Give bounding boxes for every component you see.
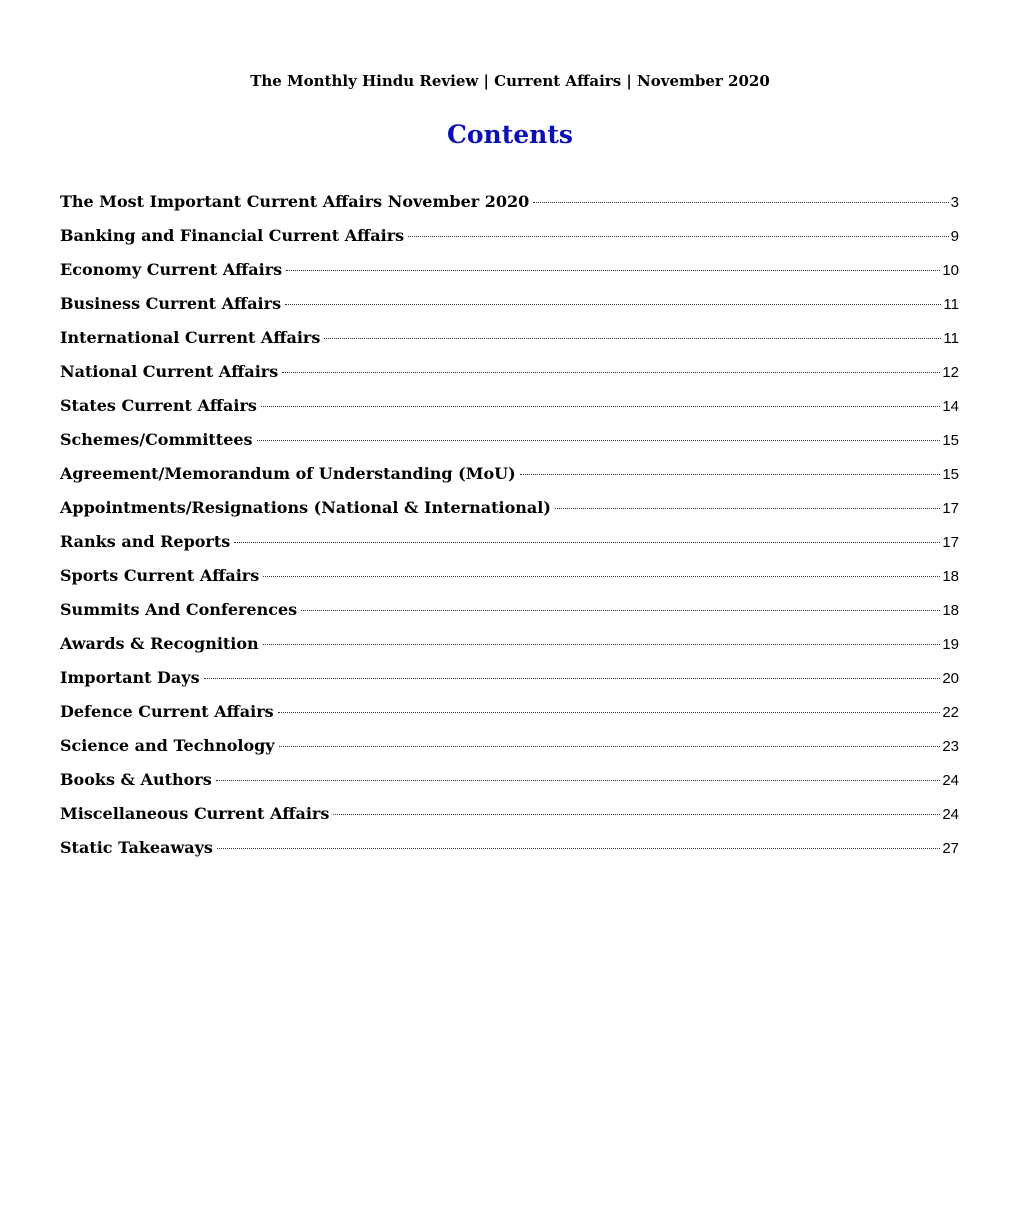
toc-dot-leader: [324, 338, 941, 339]
toc-dot-leader: [234, 542, 940, 543]
toc-dot-leader: [333, 814, 940, 815]
toc-entry-page: 17: [942, 534, 959, 551]
toc-entry-page: 3: [950, 194, 959, 211]
toc-entry-page: 18: [942, 568, 959, 585]
toc-entry[interactable]: [60, 226, 959, 260]
toc-entry-label: States Current Affairs: [60, 396, 257, 415]
toc-dot-leader: [286, 270, 940, 271]
toc-entry-page: 14: [942, 398, 959, 415]
toc-entry-label: Books & Authors: [60, 770, 212, 789]
toc-entry[interactable]: [60, 396, 959, 430]
toc-entry-page: 22: [942, 704, 959, 721]
toc-entry-label: National Current Affairs: [60, 362, 279, 381]
toc-entry[interactable]: [60, 328, 959, 362]
toc-dot-leader: [520, 474, 941, 475]
toc-entry[interactable]: [60, 294, 959, 328]
toc-entry-label: Economy Current Affairs: [60, 260, 283, 279]
toc-entry-page: 17: [942, 500, 959, 517]
toc-entry[interactable]: [60, 600, 959, 634]
toc-entry-page: 20: [942, 670, 959, 687]
toc-entry-label: Ranks and Reports: [60, 532, 231, 551]
toc-dot-leader: [285, 304, 941, 305]
toc-entry-page: 19: [942, 636, 959, 653]
toc-dot-leader: [217, 848, 940, 849]
toc-entry-label: Awards & Recognition: [60, 634, 259, 653]
toc-entry-label: Summits And Conferences: [60, 600, 298, 619]
toc-entry[interactable]: [60, 532, 959, 566]
toc-entry[interactable]: [60, 566, 959, 600]
toc-dot-leader: [261, 406, 940, 407]
toc-entry-label: Schemes/Committees: [60, 430, 253, 449]
toc-entry-page: 9: [950, 228, 959, 245]
toc-entry[interactable]: [60, 634, 959, 668]
toc-entry-page: 11: [943, 296, 959, 313]
toc-entry-page: 18: [942, 602, 959, 619]
contents-title: Contents: [446, 120, 573, 149]
toc-dot-leader: [555, 508, 940, 509]
toc-entry-label: Science and Technology: [60, 736, 275, 755]
toc-entry-label: Defence Current Affairs: [60, 702, 274, 721]
toc-entry[interactable]: [60, 838, 959, 872]
toc-entry-page: 27: [942, 840, 959, 857]
toc-dot-leader: [263, 644, 941, 645]
toc-dot-leader: [533, 202, 948, 203]
toc-entry-page: 12: [942, 364, 959, 381]
toc-entry[interactable]: [60, 736, 959, 770]
toc-dot-leader: [263, 576, 940, 577]
toc-entry-label: Agreement/Memorandum of Understanding (MoU): [60, 464, 516, 483]
toc-entry[interactable]: [60, 464, 959, 498]
toc-entry-label: Appointments/Resignations (National & International): [60, 498, 551, 517]
toc-dot-leader: [279, 746, 941, 747]
toc-dot-leader: [204, 678, 941, 679]
toc-entry[interactable]: [60, 430, 959, 464]
toc-entry-label: Static Takeaways: [60, 838, 213, 857]
toc-entry-label: Business Current Affairs: [60, 294, 282, 313]
toc-dot-leader: [216, 780, 941, 781]
toc-entry-label: Important Days: [60, 668, 200, 687]
toc-entry-label: The Most Important Current Affairs November 2020: [60, 192, 530, 211]
toc-entry[interactable]: [60, 770, 959, 804]
toc-entry-label: International Current Affairs: [60, 328, 321, 347]
toc-dot-leader: [301, 610, 940, 611]
toc-entry-page: 24: [942, 772, 959, 789]
toc-dot-leader: [278, 712, 941, 713]
table-of-contents: [60, 192, 959, 872]
toc-entry-label: Banking and Financial Current Affairs: [60, 226, 405, 245]
toc-entry[interactable]: [60, 260, 959, 294]
toc-dot-leader: [282, 372, 940, 373]
toc-entry-page: 23: [942, 738, 959, 755]
toc-entry-page: 15: [942, 466, 959, 483]
toc-entry[interactable]: [60, 702, 959, 736]
toc-dot-leader: [257, 440, 941, 441]
toc-entry[interactable]: [60, 362, 959, 396]
toc-entry-page: 10: [942, 262, 959, 279]
toc-entry-label: Miscellaneous Current Affairs: [60, 804, 330, 823]
toc-entry-page: 24: [942, 806, 959, 823]
page-header: The Monthly Hindu Review | Current Affairs | November 2020: [250, 72, 770, 90]
toc-entry[interactable]: [60, 498, 959, 532]
toc-entry-page: 15: [942, 432, 959, 449]
toc-entry-label: Sports Current Affairs: [60, 566, 260, 585]
toc-entry[interactable]: [60, 192, 959, 226]
toc-entry-page: 11: [943, 330, 959, 347]
toc-entry[interactable]: [60, 668, 959, 702]
toc-dot-leader: [408, 236, 948, 237]
toc-entry[interactable]: [60, 804, 959, 838]
